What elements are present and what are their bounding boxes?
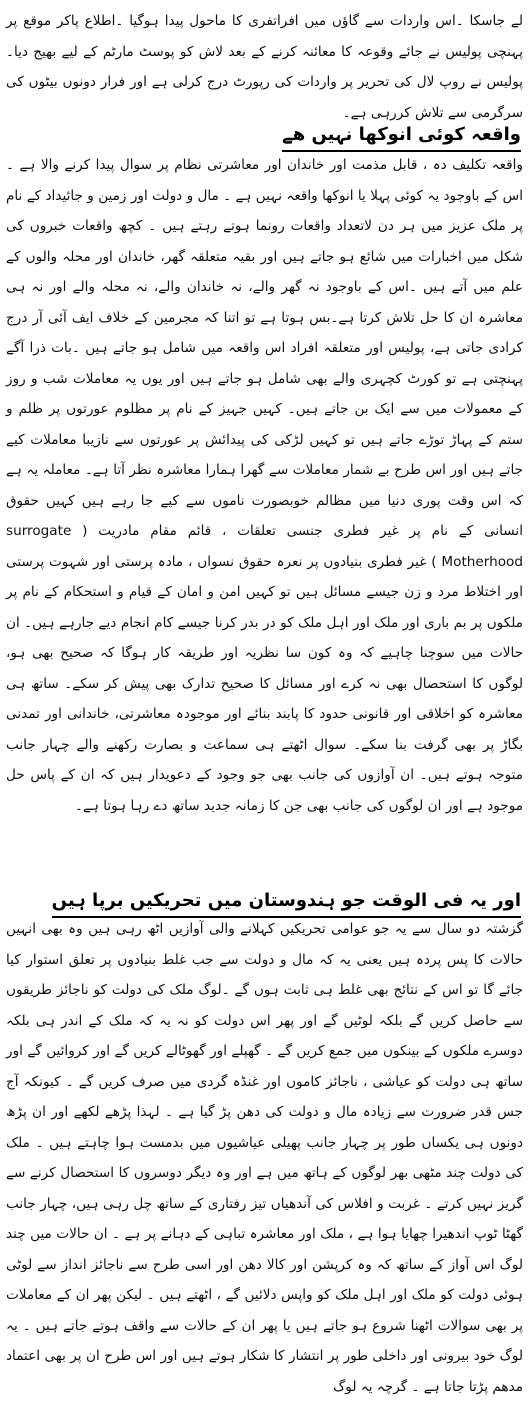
article-paragraph-1: لے جاسکا ۔اس واردات سے گاؤں میں افراتفری کا ماحول پیدا ہوگیا ۔اطلاع پاکر موقع پر پہنچی پولیس نے جائے وقوعہ کا معائنہ کرنے کے بعد لاش کو پوسٹ مارٹم کے لیے بھیج دیا۔ پولیس نے روپ لال کی تحریر پر واردات کی رپورٹ درج کرلی ہے اور فرار دونوں بیٹوں کی سرگرمی سے تلاش کررہی ہے۔ [6,13,523,121]
section-heading-1: واقعہ کوئی انوکھا نہیں ھے [282,122,521,152]
article-paragraph-3: گزشتہ دو سال سے یہ جو عوامی تحریکیں کہلانے والی آوازیں اٹھ رہی ہیں وہ بھی انہیں حالات کا پس پردہ ہیں یعنی یہ کہ مال و دولت سے جب غلط بنیادوں پر تعلق استوار کیا جائے گا تو اس کے نتائج بھی غلط ہی ثابت ہوں گے ۔لوگ ملک کی دولت کو ناجائز طریقوں سے حاصل کریں گے بلکہ لوٹیں گے اور پھر اس دولت کو نہ یہ کہ ملک کے اندر ہی بلکہ دوسرے ملکوں کے بینکوں میں جمع کریں گے ۔ گھپلے اور گھوٹالے کریں گے اور کروائیں گے اور ساتھ ہی دولت کو عیاشی ، ناجائز کاموں اور غنڈہ گردی میں صرف کریں گے ۔ کیونکہ آج جس قدر ضرورت سے زیادہ مال و دولت کی دھن پڑ گیا ہے ۔ لہذا پڑھے لکھے اور ان پڑھ دونوں ہی یکساں طور پر چہار جانب پھیلی عیاشیوں میں بدمست ہوا چاہتے ہیں ۔ ملک کی دولت چند مٹھی بھر لوگوں کے ہاتھ میں ہے اور وہ دیگر دوسروں کا استحصال کرنے سے گریز نہیں کرتے ۔ غربت و افلاس کی آندھیاں تیز رفتاری کے ساتھ چل رہی ہیں، چہار جانب گھٹا ٹوپ اندھیرا چھایا ہوا ہے ، ملک اور معاشرہ تباہی کے دہانے پر ہے ۔ ان حالات میں چند لوگ اس آواز کے ساتھ کہ وہ کرپشن اور کالا دھن اور اسی طرح سے ناجائز انداز سے لوٹی ہوئی دولت کو ملک اور اہل ملک کو واپس دلائیں گے ، اٹھتے ہیں ۔ لیکن پھر ان کے معاملات پر بھی سوالات اٹھنا شروع ہو جاتے ہیں یا پھر ان کے حالات سے واقف ہوتے جاتے ہیں ۔ یہ لوگ خود بیرونی اور داخلی طور پر انتشار کا شکار ہوتے ہیں اور اس طرح ان پر بھی اعتماد مدھم پڑتا جاتا ہے ۔ گرچہ یہ لوگ [6,921,523,1395]
article-paragraph-2: واقعہ تکلیف دہ ، قابل مذمت اور خاندان اور معاشرتی نظام پر سوال پیدا کرنے والا ہے ۔اس کے باوجود یہ کوئی پہلا یا انوکھا واقعہ نہیں ہے ۔ مال و دولت اور زمین و جائیداد کے نام پر ملک عزیز میں ہر دن لاتعداد واقعات رونما ہوتے رہتے ہیں ۔ کچھ واقعات خبروں کی شکل میں اخبارات میں شائع ہو جاتے ہیں اور بقیہ متعلقہ گھر، خاندان اور محلہ والوں کے علم میں آتے ہیں ۔اس کے باوجود نہ گھر والے، نہ خاندان والے، نہ محلہ والے اور نہ ہی معاشرہ ان کا حل تلاش کرتا ہے۔بس ہوتا ہے تو اتنا کہ مجرمین کے خلاف ایف آئی آر درج کرادی جاتی ہے، پولیس اور متعلقہ افراد اس واقعہ میں شامل ہو جاتے ہیں ۔بات ذرا آگے پہنچتی ہے تو کورٹ کچہری والے بھی شامل ہو جاتے ہیں اور یوں یہ معاملات شب و روز کے معمولات میں سے ایک بن جاتے ہیں۔ کہیں جہیز کے نام پر مظلوم عورتوں پر ظلم و ستم کے پہاڑ توڑے جاتے ہیں تو کہیں لڑکی کی پیدائش پر عورتوں سے نازیبا معاملات کیے جاتے ہیں اور اس طرح بے شمار معاملات سے گھرا ہمارا معاشرہ نظر آتا ہے۔ معاملہ یہ ہے کہ اس وقت پوری دنیا میں مظالم خوبصورت ناموں سے کیے جا رہے ہیں کہیں حقوق انسانی کے نام پر غیر فطری جنسی تعلقات ، قائم مقام مادریت ( surrogate Motherhood ) غیر فطری بنیادوں پر نعرہ حقوق نسواں ، مادہ پرستی اور شہوت پرستی اور اختلاط مرد و زن جیسے مسائل ہیں تو کہیں امن و امان کے قیام و استحکام کے نام پر ملکوں پر بم باری اور ملک اور اہل ملک کو در بدر کرنا جیسے کام انجام دیے جارہے ہیں۔ ان حالات میں سوچنا چاہیے کہ وہ کون سا نظریہ اور طریقہ کار ہوگا کہ صحیح بھی ہو، لوگوں کا استحصال بھی نہ کرے اور مسائل کا صحیح تدارک بھی پیش کر سکے۔ ساتھ ہی معاشرہ کو اخلاقی اور قانونی حدود کا پابند بنائے اور موجودہ معاشرتی، خاندانی اور تمدنی بگاڑ پر بھی گرفت بنا سکے۔ سوال اٹھتے ہی سماعت و بصارت رکھنے والے چہار جانب متوجہ ہوتے ہیں۔ ان آوازوں کی جانب بھی جو وجود کے دعویدار ہیں کہ ان کے پاس حل موجود ہے اور ان لوگوں کی جانب بھی جن کا زمانہ جدید ساتھ دے رہا ہوتا ہے۔ [6,157,523,814]
section-heading-2: اور یہ فی الوقت جو ہندوستان میں تحریکیں برپا ہیں [52,888,521,918]
